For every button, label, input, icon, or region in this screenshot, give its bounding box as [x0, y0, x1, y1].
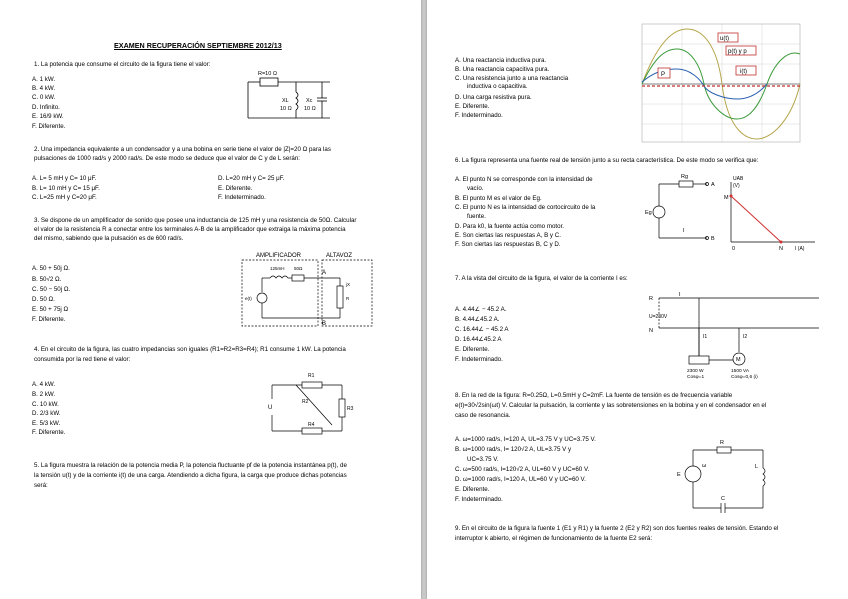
- q4-option: A. 4 kW.: [32, 381, 56, 388]
- q4-fig-u: U: [268, 405, 273, 411]
- q6-fig-v: (V): [733, 183, 740, 189]
- q4-text-line1: 4. En el circuito de la figura, las cuatro impedancias son iguales (R1=R2=R3=R4); R1 consume 1 kW. La potencia: [34, 346, 346, 353]
- q6-option: F. Son ciertas las respuestas B, C y D.: [455, 241, 561, 248]
- q3-fig-r: 50Ω: [294, 266, 303, 271]
- q6-text: 6. La figura representa una fuente real de tensión junto a su recta característica. De este modo se verifica que:: [455, 157, 759, 164]
- q8-fig-l: L: [755, 464, 759, 470]
- q8-option: A. ω=1000 rad/s, I=120 A, UL=3.75 V y UC=3.75 V.: [455, 436, 596, 443]
- q5-fig-pt: p(t) y p: [728, 49, 747, 55]
- q6-fig-eg: Eg: [645, 210, 652, 216]
- q2-option: F. Indeterminado.: [218, 194, 266, 201]
- q4-option: C. 10 kW.: [32, 401, 59, 408]
- q7-option: A. 4.44∠ − 45.2 A.: [455, 306, 507, 313]
- q8-fig-c: C: [721, 496, 725, 502]
- q7-option: D. 16.44∠45.2 A: [455, 336, 502, 343]
- q4-option: E. 5/3 kW.: [32, 420, 61, 427]
- q8-option: D. ω=1000 rad/s, I=120 A, UL=60 V y UC=60 V.: [455, 476, 586, 483]
- q5-fig-p: P: [661, 72, 666, 78]
- q8-fig-e: E: [677, 472, 681, 478]
- q5-fig-it: i(t): [740, 69, 747, 75]
- q8-option: E. Diferente.: [455, 486, 490, 493]
- q3-fig-alt: ALTAVOZ: [326, 253, 353, 259]
- q7-option: F. Indeterminado.: [455, 356, 503, 363]
- q2-text-line2: pulsaciones de 1000 rad/s y 2000 rad/s. De este modo se deduce que el valor de C y de L serán:: [34, 155, 300, 162]
- q6-option: E. Son ciertas las respuestas A, B y C.: [455, 232, 561, 239]
- q2-option: D. L=20 mH y C= 25 μF.: [218, 175, 285, 182]
- q8-option: B. ω=1000 rad/s, I= 120√2 A, UL=3.75 V y: [455, 446, 572, 453]
- q1-option: E. 16/9 kW.: [32, 113, 64, 120]
- q1-fig-xc-val: 10 Ω: [304, 106, 316, 112]
- q1-fig-xl: XL: [282, 98, 289, 104]
- q7-option: E. Diferente.: [455, 346, 490, 353]
- q6-option: A. El punto N se corresponde con la intensidad de: [455, 176, 593, 183]
- q3-amplifier-diagram: [240, 250, 380, 330]
- q7-circuit-diagram: [649, 288, 829, 384]
- q4-fig-r4: R4: [308, 422, 315, 428]
- q7-fig-c1: Cosφ=1: [687, 375, 705, 380]
- q9-text-line1: 9. En el circuito de la figura la fuente 1 (E1 y R1) y la fuente 2 (E2 y R2) son dos fuentes reales de tensión. Estando el: [455, 525, 779, 532]
- q6-fig-ia: I (A): [795, 246, 805, 252]
- q3-fig-b: B: [322, 321, 327, 327]
- q6-fig-uab: UAB: [733, 176, 744, 182]
- q3-option: E. 50 + 75j Ω: [32, 306, 69, 313]
- q8-text-line3: caso de resonancia.: [455, 412, 511, 419]
- q7-fig-m: M: [736, 357, 741, 363]
- q6-option: C. El punto N es la intensidad de cortocircuito de la: [455, 204, 596, 211]
- q3-fig-l: 125mH: [270, 266, 285, 271]
- q6-option: B. El punto M es el valor de Eg.: [455, 195, 542, 202]
- q6-fig-n: N: [779, 246, 783, 252]
- q9-text-line2: interruptor k abierto, el régimen de funcionamiento de la fuente E2 será:: [455, 535, 653, 542]
- q4-option: D. 2/3 kW.: [32, 410, 61, 417]
- q5-option: D. Una carga resistiva pura.: [455, 94, 532, 101]
- page-left: [0, 0, 421, 599]
- q3-option: D. 50 Ω.: [32, 296, 55, 303]
- q7-fig-p2: 1500 VA: [731, 369, 750, 374]
- q3-option: B. 50√2 Ω.: [32, 276, 62, 283]
- q2-text-line1: 2. Una impedancia equivalente a un condensador y a una bobina en serie tiene el valor de |Z|=20 Ω para las: [34, 146, 331, 153]
- q3-option: C. 50 − 50j Ω.: [32, 286, 71, 293]
- q8-option: C. ω=500 rad/s, I=120√2 A, UL=60 V y UC=60 V.: [455, 466, 590, 473]
- q4-option: B. 2 kW.: [32, 391, 56, 398]
- q1-fig-xc: Xc: [306, 98, 313, 104]
- q3-text-line3: del mismo, sabiendo que la pulsación es de 600 rad/s.: [34, 235, 184, 242]
- q8-option-cont: UC=3.75 V.: [467, 456, 499, 463]
- q6-fig-a: A: [711, 182, 715, 188]
- exam-title: EXAMEN RECUPERACIÓN SEPTIEMBRE 2012/13: [114, 41, 282, 50]
- q6-fig-rg: Rg: [681, 174, 689, 180]
- q3-option: F. Diferente.: [32, 316, 66, 323]
- q1-circuit-diagram: [240, 68, 350, 138]
- q2-option: A. L= 5 mH y C= 10 μF.: [32, 175, 97, 182]
- q7-fig-n: N: [649, 328, 653, 334]
- q1-option: C. 0 kW.: [32, 94, 56, 101]
- q1-option: B. 4 kW.: [32, 85, 56, 92]
- q4-fig-r3: R3: [347, 406, 354, 412]
- q7-fig-c2: Cosφ=0,6 (i): [731, 375, 758, 380]
- q7-fig-i1: I1: [703, 334, 708, 340]
- q5-option: A. Una reactancia inductiva pura.: [455, 57, 547, 64]
- q5-option: E. Diferente.: [455, 103, 490, 110]
- q6-option-cont: vacío.: [467, 185, 484, 192]
- q5-option-cont: inductiva o capacitiva.: [467, 83, 528, 90]
- q8-option: F. Indeterminado.: [455, 496, 503, 503]
- q8-fig-r: R: [720, 440, 724, 446]
- q4-option: F. Diferente.: [32, 429, 66, 436]
- q6-fig-m: M: [724, 195, 729, 201]
- q5-fig-ut: u(t): [720, 36, 729, 42]
- q6-fig-i: I: [683, 228, 685, 234]
- q8-text-line2: e(t)=30√2sin(ωt) V. Calcular la pulsación, la corriente y las sobretensiones en la bobina y en el condensador en el: [455, 402, 767, 409]
- q2-option: B. L= 10 mH y C= 15 μF.: [32, 185, 100, 192]
- q5-option: C. Una resistencia junto a una reactancia: [455, 75, 569, 82]
- q6-fig-b: B: [711, 236, 715, 242]
- q7-fig-i: I: [679, 292, 681, 298]
- q4-text-line2: consumida por la red tiene el valor:: [34, 356, 131, 363]
- q3-fig-src: e(t): [245, 296, 252, 301]
- q3-text-line1: 3. Se dispone de un amplificador de sonido que posee una inductancia de 125 mH y una resistencia de 50Ω. Calcular: [34, 217, 357, 224]
- q5-waveform-plot: [632, 24, 802, 144]
- q1-option: D. Infinito.: [32, 104, 60, 111]
- q5-text-line1: 5. La figura muestra la relación de la potencia media P, la potencia fluctuante pf de la potencia instantánea p(t), de: [34, 462, 347, 469]
- q8-fig-w: ω: [702, 463, 707, 469]
- q7-fig-r: R: [649, 296, 653, 302]
- q6-source-diagram: [645, 172, 825, 252]
- q3-fig-x: jX: [346, 282, 351, 287]
- q1-fig-xl-val: 10 Ω: [280, 106, 292, 112]
- q7-fig-u: U=230V: [649, 314, 668, 320]
- q7-option: C. 16.44∠ − 45.2 A: [455, 326, 509, 333]
- q6-option: D. Para k0, la fuente actúa como motor.: [455, 223, 565, 230]
- q1-option: A. 1 kW.: [32, 76, 56, 83]
- q2-option: C. L=25 mH y C=20 μF.: [32, 194, 97, 201]
- q3-fig-rl: R: [346, 296, 350, 301]
- q5-text-line2: la tensión u(t) y de la corriente i(t) de una carga. Atendiendo a dicha figura, la carga que produce dichas potencias: [34, 472, 347, 479]
- q7-fig-p1: 2300 W: [687, 369, 704, 374]
- q3-fig-a: A: [322, 270, 327, 276]
- q8-text-line1: 8. En la red de la figura: R=0.25Ω, L=0.5mH y C=2mF. La fuente de tensión es de frecuencia variable: [455, 392, 733, 399]
- q5-option: B. Una reactancia capacitiva pura.: [455, 66, 550, 73]
- q3-text-line2: el valor de la resistencia R a conectar entre los terminales A-B de la amplificador que extraiga la máxima potencia: [34, 226, 346, 233]
- q7-text: 7. A la vista del circuito de la figura, el valor de la corriente I es:: [455, 275, 628, 282]
- q3-fig-amp: AMPLIFICADOR: [256, 253, 302, 259]
- q5-option: F. Indeterminado.: [455, 112, 503, 119]
- q2-option: E. Diferente.: [218, 185, 253, 192]
- page-right: [427, 0, 848, 599]
- q1-option: F. Diferente.: [32, 123, 66, 130]
- q3-option: A. 50 + 50j Ω.: [32, 265, 70, 272]
- q8-circuit-diagram: [675, 440, 775, 520]
- q4-circuit-diagram: [262, 365, 352, 440]
- q4-fig-r2: R2: [302, 399, 309, 405]
- q5-text-line3: será:: [34, 482, 48, 489]
- q6-option-cont: fuente.: [467, 213, 486, 220]
- q7-option: B. 4.44∠45.2 A.: [455, 316, 500, 323]
- q4-fig-r1: R1: [308, 373, 315, 379]
- q6-fig-o: 0: [732, 246, 736, 252]
- q7-fig-i2: I2: [743, 334, 748, 340]
- q1-text: 1. La potencia que consume el circuito de la figura tiene el valor:: [34, 61, 211, 68]
- q1-fig-r: R=10 Ω: [258, 71, 277, 77]
